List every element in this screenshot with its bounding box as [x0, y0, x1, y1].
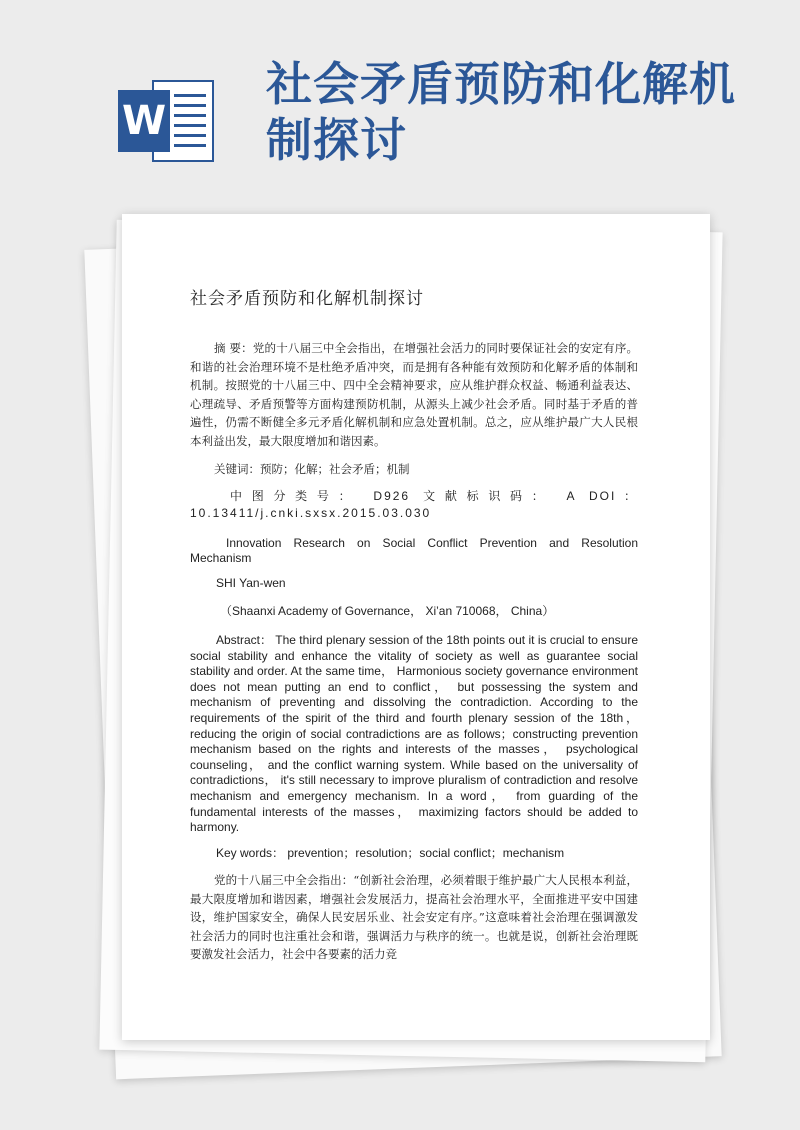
- document-page: [122, 214, 710, 1040]
- english-title: Innovation Research on Social Conflict Prevention and Resolution Mechanism: [190, 536, 638, 565]
- author-name: SHI Yan-wen: [216, 576, 286, 590]
- classification-line: 中图分类号： D926 文献标识码： A DOI：10.13411/j.cnki.sxsx.2015.03.030: [190, 489, 638, 520]
- abstract-cn: 摘 要：党的十八届三中全会指出，在增强社会活力的同时要保证社会的安定有序。和谐的社会治理环境不是杜绝矛盾冲突，而是拥有各种能有效预防和化解矛盾的体制和机制。按照党的十八届三中、四中全会精神要求，应从维护群众权益、畅通利益表达、心理疏导、矛盾预警等方面构建预防机制，从源头上减少社会矛盾。同时基于矛盾的普遍性，仍需不断健全多元矛盾化解机制和应急处置机制。总之，应从维护最广大人民根本利益出发，最大限度增加和谐因素。: [190, 341, 638, 448]
- word-document-icon: [118, 76, 214, 166]
- keywords-en: Key words： prevention；resolution；social conflict；mechanism: [216, 845, 565, 860]
- header-title: 社会矛盾预防和化解机制探讨: [266, 57, 736, 167]
- keywords-cn: 关键词：预防；化解；社会矛盾；机制: [214, 462, 410, 476]
- document-content: [190, 284, 638, 974]
- author-affiliation: （Shaanxi Academy of Governance， Xi’an 710068， China）: [220, 604, 555, 618]
- word-letter-badge: W: [118, 90, 170, 152]
- body-paragraph: 党的十八届三中全会指出：“创新社会治理，必须着眼于维护最广大人民根本利益，最大限度增加和谐因素，增强社会发展活力，提高社会治理水平，全面推进平安中国建设，维护国家安全，确保人民安居乐业、社会安定有序。”这意味着社会治理在强调激发社会活力的同时也注重社会和谐，强调活力与秩序的统一。也就是说，创新社会治理既要激发社会活力，社会中各要素的活力竞: [190, 873, 638, 962]
- abstract-en: Abstract： The third plenary session of the 18th points out it is crucial to ensure social stability and enhance the vitality of society as well as guarantee social stability and order. At the same time， Harmonious society governance environment does not mean putting an end to conflict， but possessing the system and mechanism of preventing and dissolving the contradiction. According to the requirements of the spirit of the third and fourth plenary session of the 18th， reducing the origin of social contradictions are as follows；constructing prevention mechanism based on the rights and interests of the masses， psychological counseling， and the conflict warning system. While based on the universality of contradictions， it's still necessary to improve pluralism of contradiction and resolve mechanism and emergency mechanism. In a word， from guarding of the fundamental interests of the masses， maximizing factors should be added to harmony.: [190, 633, 638, 835]
- document-title: 社会矛盾预防和化解机制探讨: [190, 289, 424, 309]
